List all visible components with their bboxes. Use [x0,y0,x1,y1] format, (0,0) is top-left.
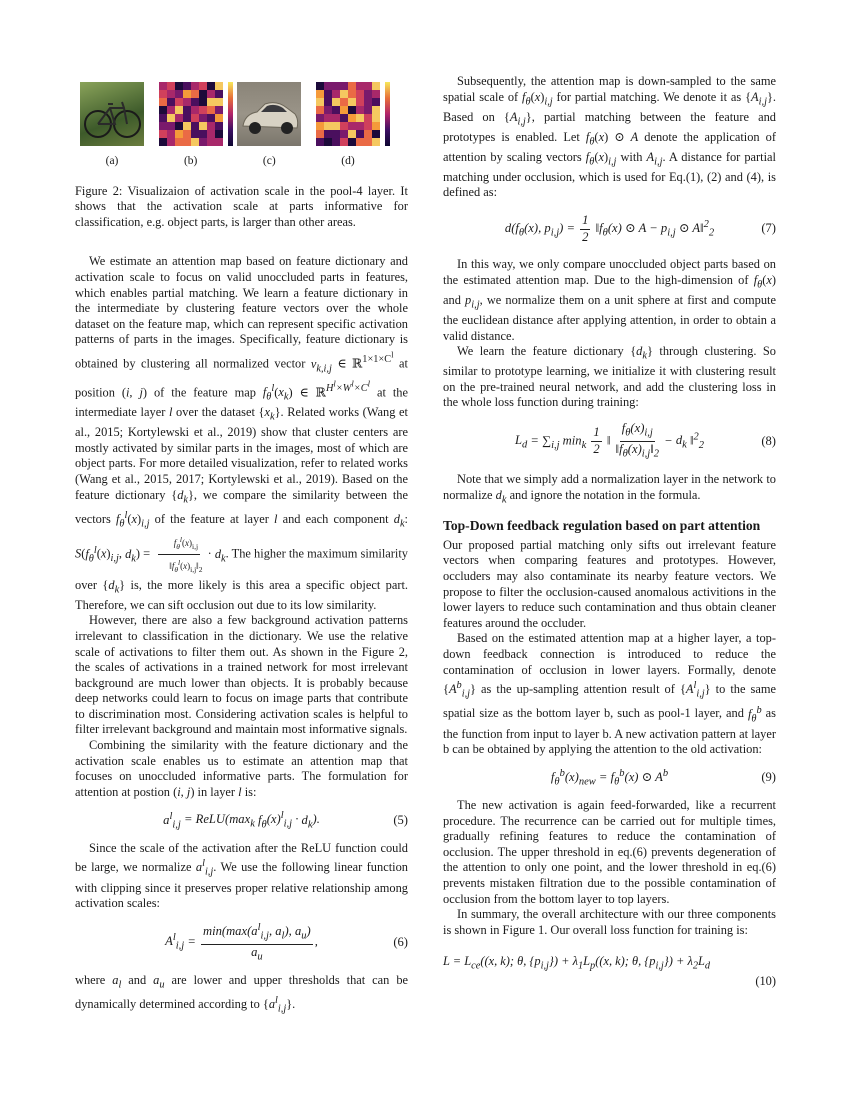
equation-5: $a^l_{i,j}$ = $ReLU(\max_k$ $f_\theta(x)^l_{i,j} \cdot d_k$). (5) [163,810,408,831]
heatmap-cell [183,138,191,146]
heatmap-cell [183,122,191,130]
heatmap-cell [191,98,199,106]
paragraph: In this way, we only compare unoccluded object parts based on the estimated attention map. Due to the high-dimension of $f_\theta(x)$ and $p_{i,j}$, we normalize them on a unit sphere at first and compute the euclidean distance after applying attention, in order to obtain a valid distance. [443,257,776,343]
heatmap-cell [316,98,324,106]
heatmap-cell [364,114,372,122]
heatmap-cell [175,98,183,106]
heatmap-cell [199,98,207,106]
heatmap-cell [340,98,348,106]
heatmap-cell [167,90,175,98]
heatmap-cell [348,130,356,138]
heatmap-cell [324,98,332,106]
heatmap-cell [348,82,356,90]
heatmap-cell [199,122,207,130]
heatmap-cell [316,122,324,130]
heatmap-cell [191,138,199,146]
figure-panel-d [316,82,380,170]
heatmap-cell [159,82,167,90]
heatmap-cell [364,138,372,146]
heatmap-cell [324,130,332,138]
heatmap-cell [183,98,191,106]
right-column [443,74,776,990]
heatmap-cell [207,98,215,106]
heatmap-b [159,82,223,146]
paragraph: The new activation is again feed-forwarded, like a recurrent procedure. The recurrence can be carried out for multiple times, gradually refining features to reduce the contamination of occlusion. The upper threshold in eq.(6) prevents degeneration of the attention to only one point, and the lower threshold in eq.(6) prevents mistaken filtration due to the possible contamination of occlusion from the bottom layer to top layers. [443,798,776,906]
heatmap-d [316,82,380,146]
heatmap-cell [207,122,215,130]
heatmap-cell [167,114,175,122]
heatmap-cell [324,114,332,122]
heatmap-cell [215,122,223,130]
heatmap-cell [175,82,183,90]
heatmap-cell [324,82,332,90]
panel-label: (c) [262,155,276,167]
heatmap-cell [348,138,356,146]
heatmap-cell [191,106,199,114]
heatmap-cell [332,90,340,98]
heatmap-cell [159,138,167,146]
paragraph: Subsequently, the attention map is down-sampled to the same spatial scale of $f_\theta(x)_{i,j}$ for partial matching. We denote it as $\{A_{i,j}\}$. Based on $\{A_{i,j}\}$, partial matching between the feature and prototypes is enabled. Let $f_\theta(x)$ ⊙ A denote the application of attention by scaling vectors $f_\theta(x)_{i,j}$ with $A_{i,j}$. A distance for partial matching under occlusion, which is used for Eq.(1), (2) and (4), is defined as: [443,74,776,200]
equation-9: $f_\theta^b(x)_{new} = f_\theta^b(x)$ ⊙ $A^b$ (9) [550,767,776,788]
equation-number: (7) [761,221,776,236]
heatmap-cell [372,114,380,122]
heatmap-cell [183,114,191,122]
paragraph: In summary, the overall architecture with our three components is shown in Figure 1. Our overall loss function for training is: [443,907,776,937]
heatmap-cell [364,106,372,114]
heatmap-cell [332,114,340,122]
heatmap-cell [175,138,183,146]
heatmap-cell [316,90,324,98]
heatmap-cell [340,114,348,122]
heatmap-cell [356,90,364,98]
car-image [237,82,301,146]
figure-panel-b [159,82,223,170]
heatmap-cell [364,122,372,130]
heatmap-cell [199,114,207,122]
figure-panel-c [237,82,301,170]
heatmap-cell [372,122,380,130]
heatmap-cell [175,130,183,138]
heatmap-cell [167,138,175,146]
heatmap-cell [356,106,364,114]
heatmap-cell [215,90,223,98]
heatmap-cell [207,114,215,122]
panel-label: (d) [341,155,355,167]
figure-panel-a [80,82,144,170]
paragraph: Based on the estimated attention map at a higher layer, a top-down feedback connection is introduced to reduce the contamination of occlusion in lower layers. Formally, denote $\{A^b_{i,j}\}$ as the up-sampling attention result of $\{A^l_{i,j}\}$ to the same spatial size as the bottom layer b, such as pool-1 layer, and $f_\theta^b$ as the function from input to layer b. A new activation pattern at layer b can be obtained by applying the attention to the old activation: [443,631,777,757]
heatmap-cell [191,130,199,138]
heatmap-cell [159,130,167,138]
figure-2 [80,82,380,170]
heatmap-cell [332,138,340,146]
heatmap-cell [324,106,332,114]
heatmap-cell [356,114,364,122]
heatmap-cell [199,138,207,146]
paragraph: where $a_l$ and $a_u$ are lower and upper thresholds that can be dynamically determined according to $\{a^l_{i,j}\}$. [75,973,409,1015]
heatmap-cell [175,106,183,114]
heatmap-cell [159,122,167,130]
heatmap-cell [316,130,324,138]
left-column [75,74,408,1017]
figure-caption: Figure 2: Visualizaion of activation scale in the pool-4 layer. It shows that the activation scale at parts informative for classification, e.g. object parts, is larger than other areas. [75,183,408,229]
heatmap-cell [207,130,215,138]
heatmap-cell [207,138,215,146]
heatmap-cell [316,138,324,146]
equation-number: (10) [755,974,776,989]
heatmap-cell [364,82,372,90]
heatmap-cell [199,90,207,98]
heatmap-cell [332,122,340,130]
heatmap-cell [340,138,348,146]
heatmap-cell [356,130,364,138]
heatmap-cell [316,106,324,114]
heatmap-cell [199,82,207,90]
heatmap-cell [215,98,223,106]
heatmap-cell [191,82,199,90]
equation-10: $L = L_{ce}((x$, k); θ, $\{p_{i,j}\}) + \lambda_1L_p((x$, k); θ, $\{p_{i,j}\}) + \lambda_2L_d$ (10) [443,954,776,989]
heatmap-cell [183,106,191,114]
paragraph: Since the scale of the activation after the ReLU function could be large, we normalize $a^l_{i,j}$. We use the following linear function with clipping since it preserves proper relative relationship among activation scales: [75,840,408,911]
heatmap-cell [159,106,167,114]
heatmap-cell [340,122,348,130]
paragraph: Note that we simply add a normalization layer in the network to normalize $d_k$ and ignore the notation in the formula. [443,472,776,506]
heatmap-cell [356,82,364,90]
heatmap-cell [340,106,348,114]
paragraph: We estimate an attention map based on feature dictionary and activation scale to focus on valid unoccluded parts in features, which enables partial matching. We learn a feature dictionary in the intermediate by clustering feature vectors over the whole dataset on the feature map, which can represent specific activation patterns of parts in the images. Specifically, feature dictionary is obtained by clustering all normalized vector $v_{k,i,j}$ ∈ ℝ$^{1\times 1\times C^l}$ at position (i, j) of the feature map $f_\theta^l(x_k)$ ∈ ℝ$^{H^l\times W^l\times C^l}$ at the intermediate layer l over the dataset $\{x_k\}$. Related works (Wang et al., 2015; Kortylewski et al., 2019) show that cluster centers are mostly activated by similar parts in the images, most of which are object parts. For more detailed visualization, refer to related works (Wang et al., 2015, 2017; Kortylewski et al., 2019). Based on the feature dictionary $\{d_k\}$, we compare the similarity between the vectors $f_\theta^l(x)_{i,j}$ of the feature at layer l and each component $d_k$: $S(f_\theta^l(x)_{i,j}$, $d_k$) = $\frac{f_\theta^l(x)_{i,j}}{‖f_\theta^l(x)_{i,j}‖_2}$ · $d_k$. The higher the maximum similarity over $\{d_k\}$ is, the more likely is this area a specific object part. Therefore, we can sift occlusion out due to its low similarity. [75,254,409,612]
heatmap-cell [167,82,175,90]
bicycle-image [80,82,144,146]
heatmap-cell [372,98,380,106]
heatmap-cell [207,82,215,90]
heatmap-cell [364,90,372,98]
heatmap-cell [348,90,356,98]
heatmap-cell [348,122,356,130]
heatmap-cell [372,130,380,138]
heatmap-cell [167,106,175,114]
equation-7: $d(f_\theta(x)$, $p_{i,j}$) = $\frac{1}{2}$ $‖f_\theta(x)$ ⊙ $A - p_{i,j}$ ⊙ A‖$^2_2$ (7) [504,213,776,244]
heatmap-cell [207,106,215,114]
panel-label: (a) [105,155,119,167]
heatmap-cell [159,114,167,122]
heatmap-cell [372,82,380,90]
heatmap-cell [215,114,223,122]
heatmap-cell [167,130,175,138]
heatmap-cell [332,98,340,106]
paragraph: Combining the similarity with the feature dictionary and the activation scale enables us to estimate an attention map that focuses on unoccluded informative parts. The formulation for attention at postion (i, j) in layer l is: [75,738,408,799]
heatmap-cell [324,90,332,98]
heatmap-cell [340,130,348,138]
heatmap-cell [372,106,380,114]
heatmap-cell [372,138,380,146]
equation-number: (6) [393,934,408,949]
paragraph: Our proposed partial matching only sifts out irrelevant feature vectors when comparing features and prototypes. However, occluders may also contaminate its nearby feature vectors. We propose to filter the occlusion-caused anomalous activitions in the lower layers to reduce such contamination and thus obtain cleaner features around the occluder. [443,537,776,630]
equation-number: (8) [761,433,776,448]
paragraph: However, there are also a few background activation patterns irrelevant to classification in the dictionary. We use the relative scale of activations to filter them out. As shown in the Figure 2, the scales of activations in a trained network for most irrelevant background are much lower than objects. It is probably because deep networks could learn to focus on image parts that contribute to discrimination most. Considering activation scales is helpful to filter irrelevant background and maintain most informative signals. [75,613,408,737]
heatmap-cell [348,114,356,122]
heatmap-cell [199,130,207,138]
heatmap-cell [191,122,199,130]
heatmap-cell [324,122,332,130]
heatmap-cell [364,98,372,106]
equation-6: $A^l_{i,j}$ = $\frac{\min(\max(a^l_{i,j}, a_l), a_u)}{a_u}$ , (6) [165,921,408,963]
heatmap-cell [183,130,191,138]
heatmap-cell [215,130,223,138]
heatmap-cell [340,82,348,90]
heatmap-cell [175,114,183,122]
heatmap-cell [215,106,223,114]
heatmap-cell [207,90,215,98]
heatmap-cell [215,82,223,90]
heatmap-cell [340,90,348,98]
heatmap-cell [332,106,340,114]
heatmap-cell [332,130,340,138]
heatmap-cell [348,106,356,114]
heatmap-cell [324,138,332,146]
heatmap-cell [183,90,191,98]
heatmap-cell [191,90,199,98]
heatmap-cell [372,90,380,98]
heatmap-cell [364,130,372,138]
equation-number: (9) [761,770,776,785]
heatmap-cell [199,106,207,114]
heatmap-cell [316,114,324,122]
heatmap-cell [215,138,223,146]
equation-8: $L_d = \sum_{i,j}$ $\min_k$ $\frac{1}{2}$ ‖ $\frac{f_\theta(x)_{i,j}}{‖f_\theta(x)_{i,j}‖_2}$ − $d_k$ ‖$^2_2$ (8) [515,420,776,460]
heatmap-cell [175,122,183,130]
heatmap-cell [183,82,191,90]
heatmap-cell [191,114,199,122]
equation-number: (5) [393,812,408,827]
heatmap-cell [356,138,364,146]
section-heading: Top-Down feedback regulation based on part attention [443,517,761,533]
heatmap-cell [167,98,175,106]
heatmap-cell [348,98,356,106]
heatmap-cell [332,82,340,90]
heatmap-cell [175,90,183,98]
heatmap-cell [159,98,167,106]
heatmap-cell [356,122,364,130]
heatmap-cell [316,82,324,90]
heatmap-cell [356,98,364,106]
paragraph: We learn the feature dictionary $\{d_k\}$ through clustering. So similar to prototype learning, we initialize it with clustering result on the pre-trained neural network, and add the clustering loss in the whole loss function during training: [443,344,777,410]
heatmap-cell [159,90,167,98]
panel-label: (b) [183,155,198,167]
heatmap-cell [167,122,175,130]
